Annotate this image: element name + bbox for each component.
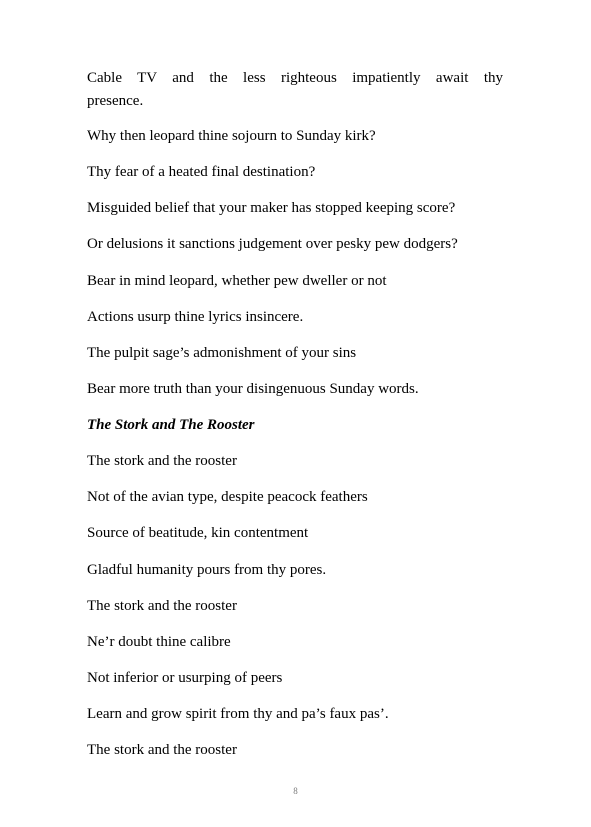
text-line: Misguided belief that your maker has stopped keeping score? — [87, 200, 456, 216]
text-line: Why then leopard thine sojourn to Sunday kirk? — [87, 128, 376, 144]
page-number: 8 — [293, 786, 298, 796]
text-line: Ne’r doubt thine calibre — [87, 634, 231, 650]
text-line: The pulpit sage’s admonishment of your sins — [87, 345, 357, 361]
text-line: Learn and grow spirit from thy and pa’s faux pas’. — [87, 706, 389, 722]
text-line: Gladful humanity pours from thy pores. — [87, 562, 327, 578]
text-line: The stork and the rooster — [87, 598, 237, 614]
text-line: Bear in mind leopard, whether pew dweller or not — [87, 273, 387, 289]
poem-title: The Stork and The Rooster — [87, 417, 255, 433]
text-line: Not inferior or usurping of peers — [87, 670, 283, 686]
text-line: Not of the avian type, despite peacock feathers — [87, 489, 368, 505]
text-line: Cable TV and the less righteous impatiently await thy — [87, 70, 503, 86]
text-line: presence. — [87, 93, 144, 109]
text-line: Thy fear of a heated final destination? — [87, 164, 316, 180]
text-line: The stork and the rooster — [87, 453, 237, 469]
text-line: The stork and the rooster — [87, 742, 237, 758]
text-line: Source of beatitude, kin contentment — [87, 525, 309, 541]
text-line: Actions usurp thine lyrics insincere. — [87, 309, 304, 325]
text-line: Or delusions it sanctions judgement over pesky pew dodgers? — [87, 236, 458, 252]
text-line: Bear more truth than your disingenuous Sunday words. — [87, 381, 419, 397]
